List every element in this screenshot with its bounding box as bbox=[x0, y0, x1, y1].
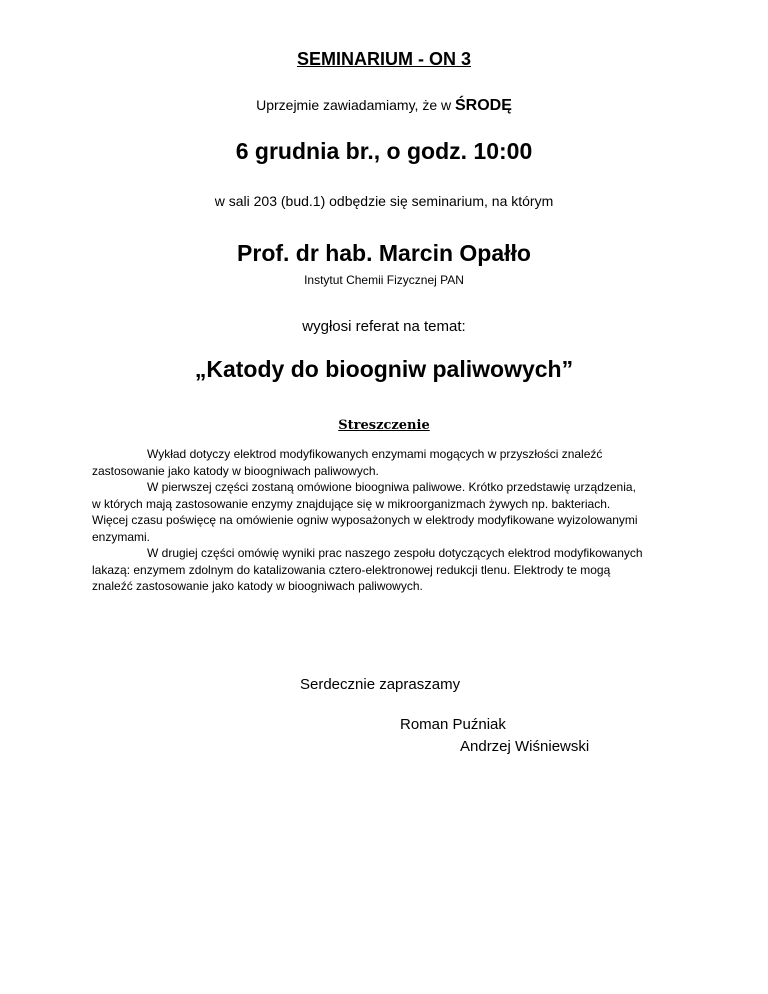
signature-roman-puzniak: Roman Puźniak bbox=[400, 716, 506, 733]
speaker-institution: Instytut Chemii Fizycznej PAN bbox=[304, 273, 464, 287]
notice-line bbox=[0, 97, 768, 115]
seminar-date-time: 6 grudnia br., o godz. 10:00 bbox=[235, 138, 533, 164]
abstract-line: Więcej czasu poświęcę na omówienie ogniw wyposażonych w elektrody modyfikowane wyizolowanymi bbox=[92, 513, 638, 527]
lecture-title: „Katody do bioogniw paliwowych” bbox=[194, 356, 574, 382]
abstract-line: Wykład dotyczy elektrod modyfikowanych enzymami mogących w przyszłości znaleźć bbox=[147, 447, 603, 461]
abstract-line: w których mają zastosowanie enzymy znajdujące się w mikroorganizmach żywych np. bakteriach. bbox=[92, 496, 611, 511]
notice-day: ŚRODĘ bbox=[455, 97, 512, 114]
abstract-line: W pierwszej części zostaną omówione bioogniwa paliwowe. Krótko przedstawię urządzenia, bbox=[147, 480, 636, 494]
speaker-name: Prof. dr hab. Marcin Opałło bbox=[237, 240, 531, 266]
notice-prefix: Uprzejmie zawiadamiamy, że w bbox=[256, 97, 455, 113]
seminar-title: SEMINARIUM - ON 3 bbox=[296, 49, 471, 69]
abstract-body bbox=[92, 446, 692, 595]
closing-invitation: Serdecznie zapraszamy bbox=[300, 676, 461, 693]
lecture-intro: wygłosi referat na temat: bbox=[302, 318, 466, 335]
abstract-heading: Streszczenie bbox=[338, 418, 430, 433]
seminar-venue: w sali 203 (bud.1) odbędzie się seminarium, na którym bbox=[214, 193, 554, 209]
abstract-line: lakazą: enzymem zdolnym do katalizowania cztero-elektronowej redukcji tlenu. Elektrody te mogą bbox=[92, 562, 611, 577]
abstract-line: zastosowanie jako katody w bioogniwach paliwowych. bbox=[92, 463, 379, 478]
abstract-line: znaleźć zastosowanie jako katody w bioogniwach paliwowych. bbox=[92, 579, 423, 593]
abstract-line: W drugiej części omówię wyniki prac naszego zespołu dotyczących elektrod modyfikowanych bbox=[147, 546, 643, 560]
signature-andrzej-wisniewski: Andrzej Wiśniewski bbox=[460, 738, 590, 755]
abstract-line: enzymami. bbox=[92, 529, 151, 544]
